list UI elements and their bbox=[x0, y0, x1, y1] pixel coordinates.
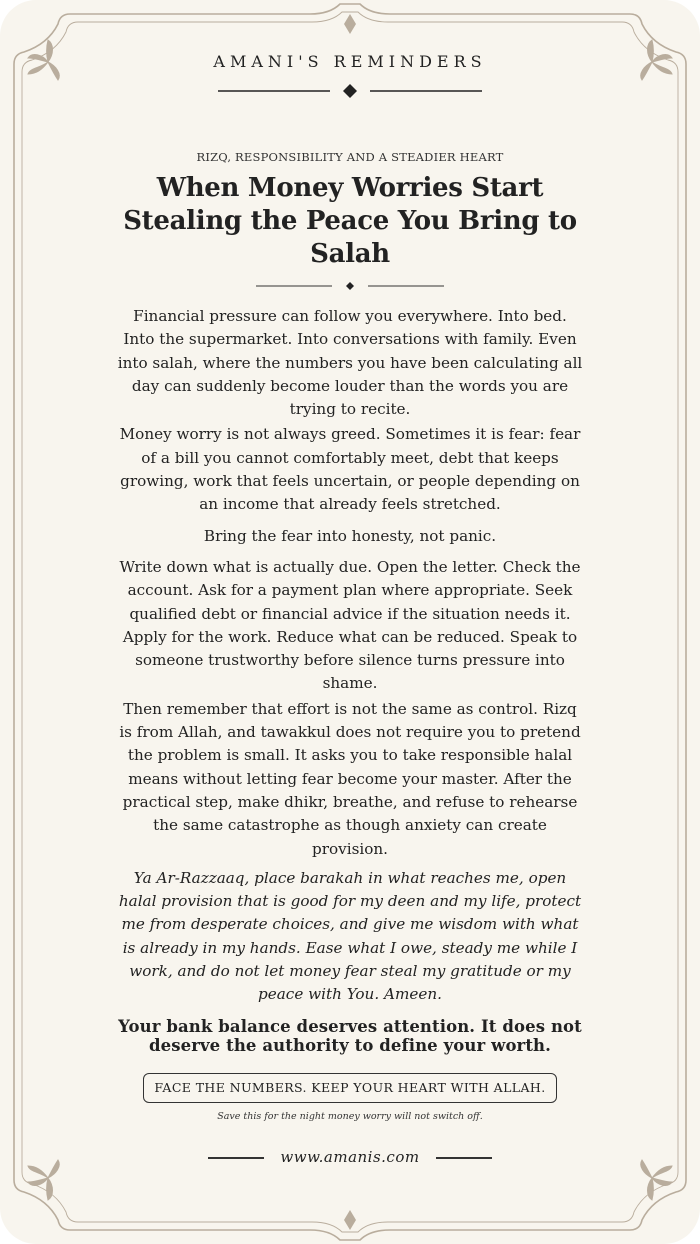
closing-statement: Your bank balance deserves attention. It does not deserve the authority to define your worth. bbox=[118, 1016, 582, 1055]
diamond-icon bbox=[346, 282, 354, 290]
paragraph: Bring the fear into honesty, not panic. bbox=[203, 526, 497, 545]
paragraph: Write down what is actually due. Open the letter. Check the account. Ask for a payment plan where appropriate. Seek qualified debt or financial advice if the situation needs it. Apply for the work. Reduce what can be reduced. Speak to someone trustworthy before silence turns pressure into shame. bbox=[119, 557, 581, 693]
article bbox=[116, 150, 584, 1122]
paragraph: Money worry is not always greed. Sometimes it is fear: fear of a bill you cannot comfortably meet, debt that keeps growing, work that feels uncertain, or people depending on an income that already feels stretched. bbox=[119, 425, 581, 514]
header-divider bbox=[0, 82, 700, 102]
paragraph: Financial pressure can follow you everywhere. Into bed. Into the supermarket. Into conversations with family. Even into salah, where the numbers you have been calculating all day can suddenly become louder than the words you are trying to recite. bbox=[117, 307, 583, 419]
website-link[interactable]: www.amanis.com bbox=[280, 1148, 420, 1166]
paragraph: Then remember that effort is not the same as control. Rizq is from Allah, and tawakkul does not require you to pretend the problem is small. It asks you to take responsible halal means without letting fear become your master. After the practical step, make dhikr, breathe, and refuse to rehearse the same catastrophe as though anxiety can create provision. bbox=[119, 699, 581, 858]
dua-text: Ya Ar-Razzaaq, place barakah in what reaches me, open halal provision that is good for my deen and my life, protect me from desperate choices, and give me wisdom with what is already in my hands. Ease what I owe, steady me while I work, and do not let money fear steal my gratitude or my peace with You. Ameen. bbox=[118, 868, 582, 1004]
diamond-icon bbox=[343, 84, 357, 98]
call-to-action-box: FACE THE NUMBERS. KEEP YOUR HEART WITH ALLAH. bbox=[143, 1073, 557, 1103]
save-note: Save this for the night money worry will not switch off. bbox=[217, 1110, 483, 1122]
title-divider bbox=[116, 277, 584, 295]
article-title: When Money Worries Start Stealing the Peace You Bring to Salah bbox=[123, 173, 577, 269]
article-kicker: RIZQ, RESPONSIBILITY AND A STEADIER HEART bbox=[196, 150, 504, 164]
brand-name: AMANI'S REMINDERS bbox=[213, 52, 487, 71]
footer-rule-right bbox=[436, 1157, 492, 1159]
